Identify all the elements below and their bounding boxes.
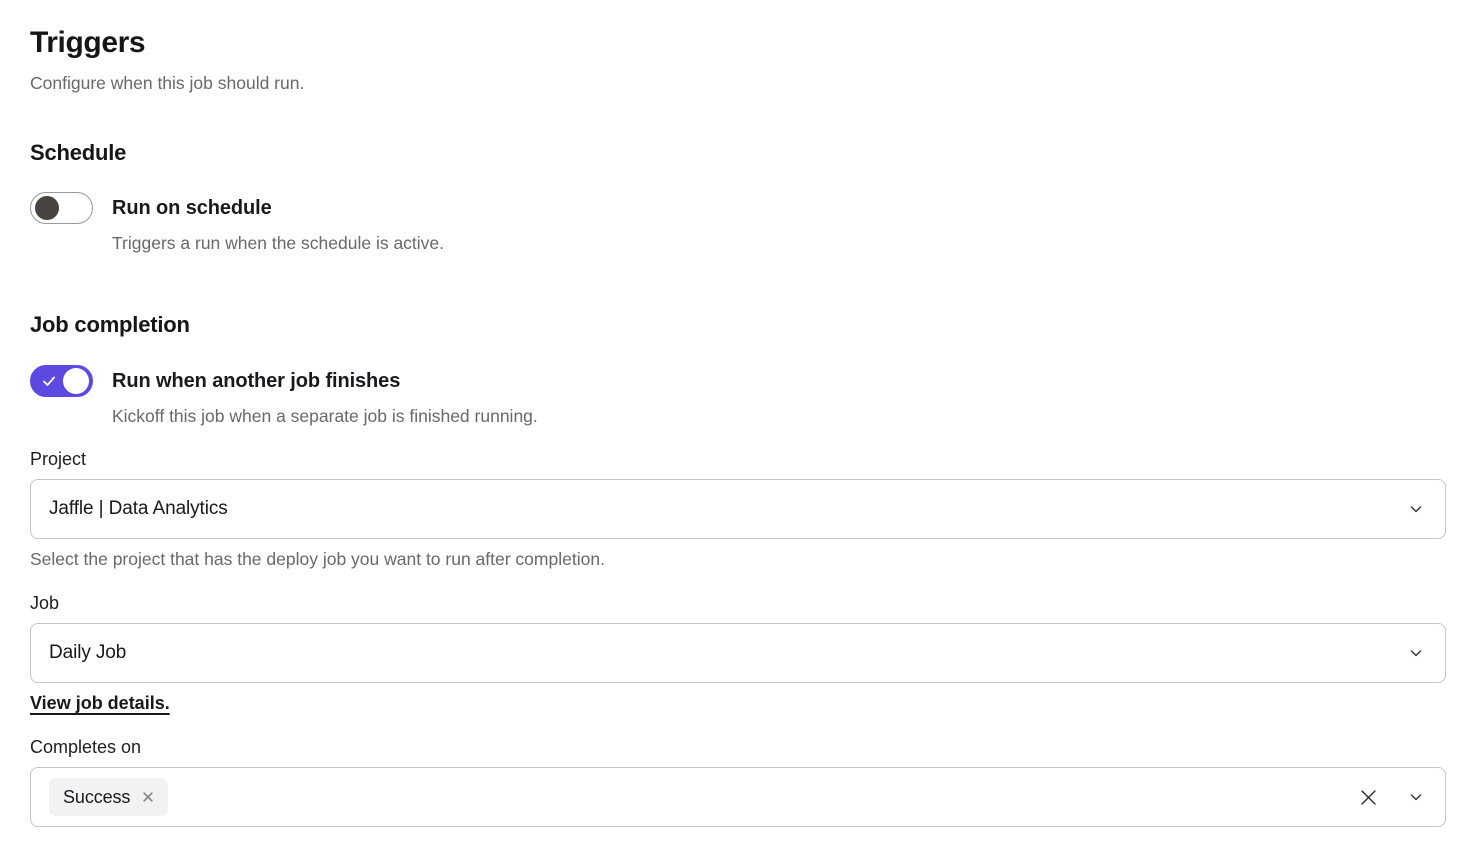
toggle-knob <box>35 196 59 220</box>
chevron-down-icon[interactable] <box>1407 644 1425 662</box>
run-on-schedule-toggle[interactable] <box>30 192 93 224</box>
run-on-schedule-label: Run on schedule <box>112 197 272 219</box>
page-title: Triggers <box>30 26 146 59</box>
project-select[interactable] <box>30 479 1446 539</box>
selected-tag-success <box>49 778 168 816</box>
job-completion-section-heading: Job completion <box>30 312 190 337</box>
completes-on-field-label: Completes on <box>30 737 142 757</box>
view-job-details-link[interactable]: View job details. <box>30 693 170 713</box>
run-on-schedule-description: Triggers a run when the schedule is active. <box>112 233 445 253</box>
run-when-job-finishes-toggle[interactable] <box>30 365 93 397</box>
project-select-value: Jaffle | Data Analytics <box>49 498 228 519</box>
completes-on-multiselect[interactable] <box>30 767 1446 827</box>
check-icon <box>41 373 57 389</box>
schedule-section-heading: Schedule <box>30 140 127 165</box>
project-field-label: Project <box>30 449 87 469</box>
tag-label: Success <box>63 786 131 807</box>
remove-tag-icon[interactable] <box>141 790 155 804</box>
chevron-down-icon[interactable] <box>1407 500 1425 518</box>
job-field-label: Job <box>30 593 60 613</box>
job-select[interactable] <box>30 623 1446 683</box>
clear-icon[interactable] <box>1358 787 1379 808</box>
project-helper-text: Select the project that has the deploy job you want to run after completion. <box>30 549 605 569</box>
page-subtitle: Configure when this job should run. <box>30 73 305 93</box>
toggle-knob <box>63 368 89 394</box>
run-when-job-finishes-label: Run when another job finishes <box>112 370 401 392</box>
run-when-job-finishes-description: Kickoff this job when a separate job is finished running. <box>112 406 538 426</box>
run-on-schedule-row <box>30 192 444 253</box>
run-when-job-finishes-row <box>30 365 538 426</box>
chevron-down-icon[interactable] <box>1407 788 1425 806</box>
job-select-value: Daily Job <box>49 642 127 663</box>
